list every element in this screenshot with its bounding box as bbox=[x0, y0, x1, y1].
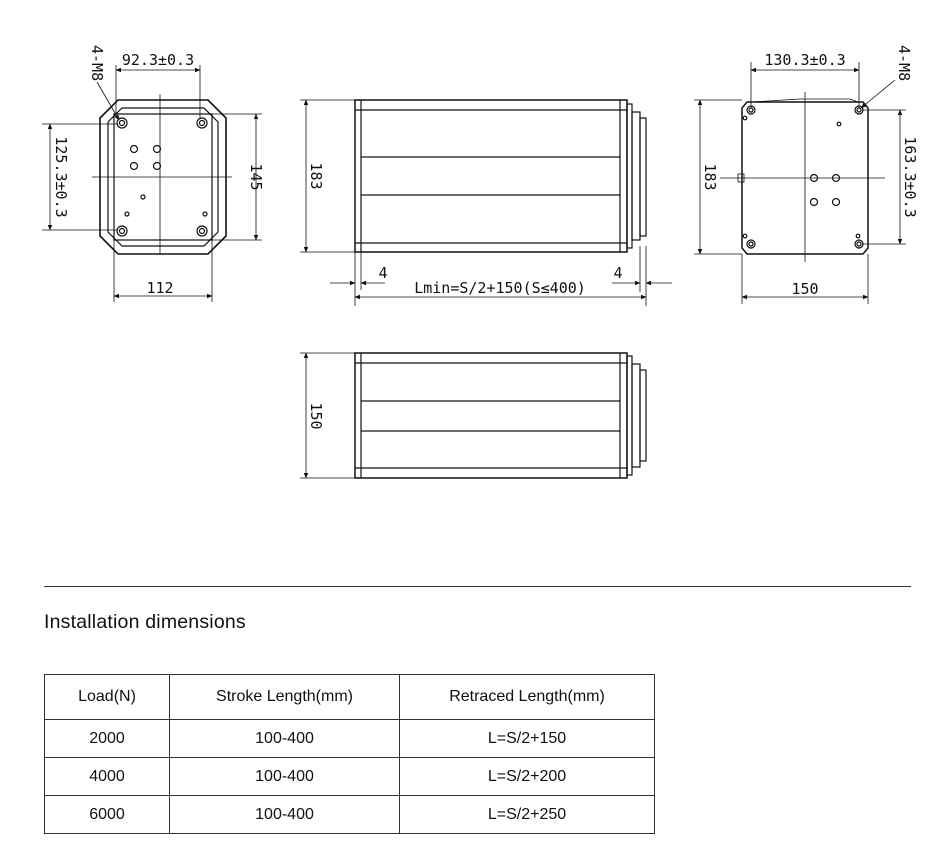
cell-stroke: 100-400 bbox=[170, 720, 400, 758]
section-divider bbox=[44, 586, 911, 587]
right-width-dim: 130.3±0.3 bbox=[764, 51, 846, 69]
top-height-dim: 150 bbox=[307, 402, 325, 430]
table-header-row bbox=[45, 675, 655, 720]
cell-load: 6000 bbox=[45, 796, 170, 834]
left-hole-label: 4-M8 bbox=[88, 45, 106, 82]
side-gap-right: 4 bbox=[613, 264, 623, 282]
header-load: Load(N) bbox=[45, 675, 170, 720]
cell-stroke: 100-400 bbox=[170, 796, 400, 834]
top-view bbox=[300, 353, 646, 478]
cell-load: 4000 bbox=[45, 758, 170, 796]
right-end-view bbox=[694, 62, 906, 304]
cell-load: 2000 bbox=[45, 720, 170, 758]
header-retracted-length: Retraced Length(mm) bbox=[400, 675, 655, 720]
right-view-labels bbox=[701, 45, 919, 298]
left-height-dim: 125.3±0.3 bbox=[52, 136, 70, 218]
table-row bbox=[45, 758, 655, 796]
left-width-dim: 92.3±0.3 bbox=[121, 51, 195, 69]
left-outer-height: 145 bbox=[247, 163, 265, 191]
cell-retracted: L=S/2+150 bbox=[400, 720, 655, 758]
right-bottom-width: 150 bbox=[791, 280, 819, 298]
left-end-view bbox=[42, 65, 262, 302]
table-row bbox=[45, 796, 655, 834]
side-gap-left: 4 bbox=[378, 264, 388, 282]
spec-table bbox=[44, 674, 655, 834]
cell-retracted: L=S/2+250 bbox=[400, 796, 655, 834]
cell-retracted: L=S/2+200 bbox=[400, 758, 655, 796]
right-height-dim: 183 bbox=[701, 163, 719, 191]
cell-stroke: 100-400 bbox=[170, 758, 400, 796]
right-hole-height-dim: 163.3±0.3 bbox=[901, 136, 919, 218]
right-hole-label: 4-M8 bbox=[895, 45, 913, 82]
side-height-dim: 183 bbox=[307, 162, 325, 190]
side-length-formula: Lmin=S/2+150(S≤400) bbox=[414, 279, 586, 297]
table-row bbox=[45, 720, 655, 758]
left-view-labels bbox=[52, 45, 265, 297]
section-title: Installation dimensions bbox=[44, 611, 246, 633]
header-stroke-length: Stroke Length(mm) bbox=[170, 675, 400, 720]
top-view-labels bbox=[307, 402, 325, 429]
left-bottom-width: 112 bbox=[146, 279, 174, 297]
